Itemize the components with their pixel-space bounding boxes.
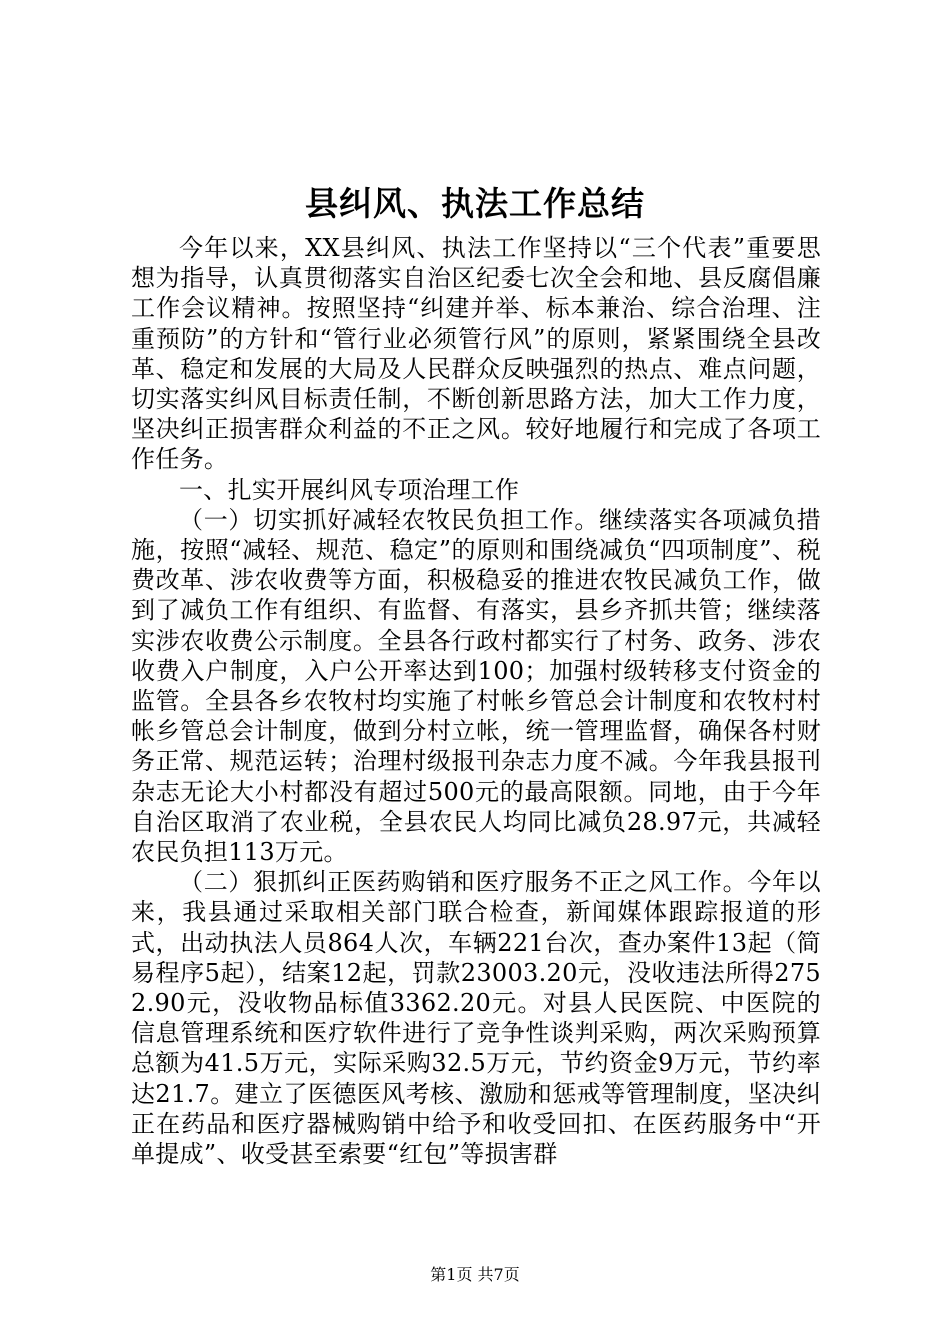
document-title: 县纠风、执法工作总结 bbox=[305, 184, 645, 223]
subsection-paragraph-2: （二）狠抓纠正医药购销和医疗服务不正之风工作。今年以来，我县通过采取相关部门联合检查，新闻媒体跟踪报道的形式，出动执法人员864人次，车辆221台次，查办案件13起（简易程序5起），结案12起，罚款23003.20元，没收违法所得2752.90元，没收物品标值3362.20元。对县人民医院、中医院的信息管理系统和医疗软件进行了竞争性谈判采购，两次采购预算总额为41.5万元，实际采购32.5万元，节约资金9万元，节约率达21.7。建立了医德医风考核、激励和惩戒等管理制度，坚决纠正在药品和医疗器械购销中给予和收受回扣、在医药服务中“开单提成”、收受甚至索要“红包”等损害群 bbox=[131, 868, 821, 1169]
intro-paragraph: 今年以来，XX县纠风、执法工作坚持以“三个代表”重要思想为指导，认真贯彻落实自治区纪委七次全会和地、县反腐倡廉工作会议精神。按照坚持“纠建并举、标本兼治、综合治理、注重预防”的方针和“管行业必须管行风”的原则，紧紧围绕全县改革、稳定和发展的大局及人民群众反映强烈的热点、难点问题，切实落实纠风目标责任制，不断创新思路方法，加大工作力度，坚决纠正损害群众利益的不正之风。较好地履行和完成了各项工作任务。 bbox=[131, 234, 821, 474]
page-footer: 第1页 共7页 bbox=[430, 1265, 520, 1284]
section-heading: 一、扎实开展纠风专项治理工作 bbox=[179, 475, 520, 504]
document-body bbox=[131, 233, 821, 1169]
subsection-paragraph-1: （一）切实抓好减轻农牧民负担工作。继续落实各项减负措施，按照“减轻、规范、稳定”的原则和围绕减负“四项制度”、税费改革、涉农收费等方面，积极稳妥的推进农牧民减负工作，做到了减负工作有组织、有监督、有落实，县乡齐抓共管；继续落实涉农收费公示制度。全县各行政村都实行了村务、政务、涉农收费入户制度，入户公开率达到100；加强村级转移支付资金的监管。全县各乡农牧村均实施了村帐乡管总会计制度和农牧村村帐乡管总会计制度，做到分村立帐，统一管理监督，确保各村财务正常、规范运转；治理村级报刊杂志力度不减。今年我县报刊杂志无论大小村都没有超过500元的最高限额。同地，由于今年自治区取消了农业税，全县农民人均同比减负28.97元，共减轻农民负担113万元。 bbox=[131, 505, 821, 867]
